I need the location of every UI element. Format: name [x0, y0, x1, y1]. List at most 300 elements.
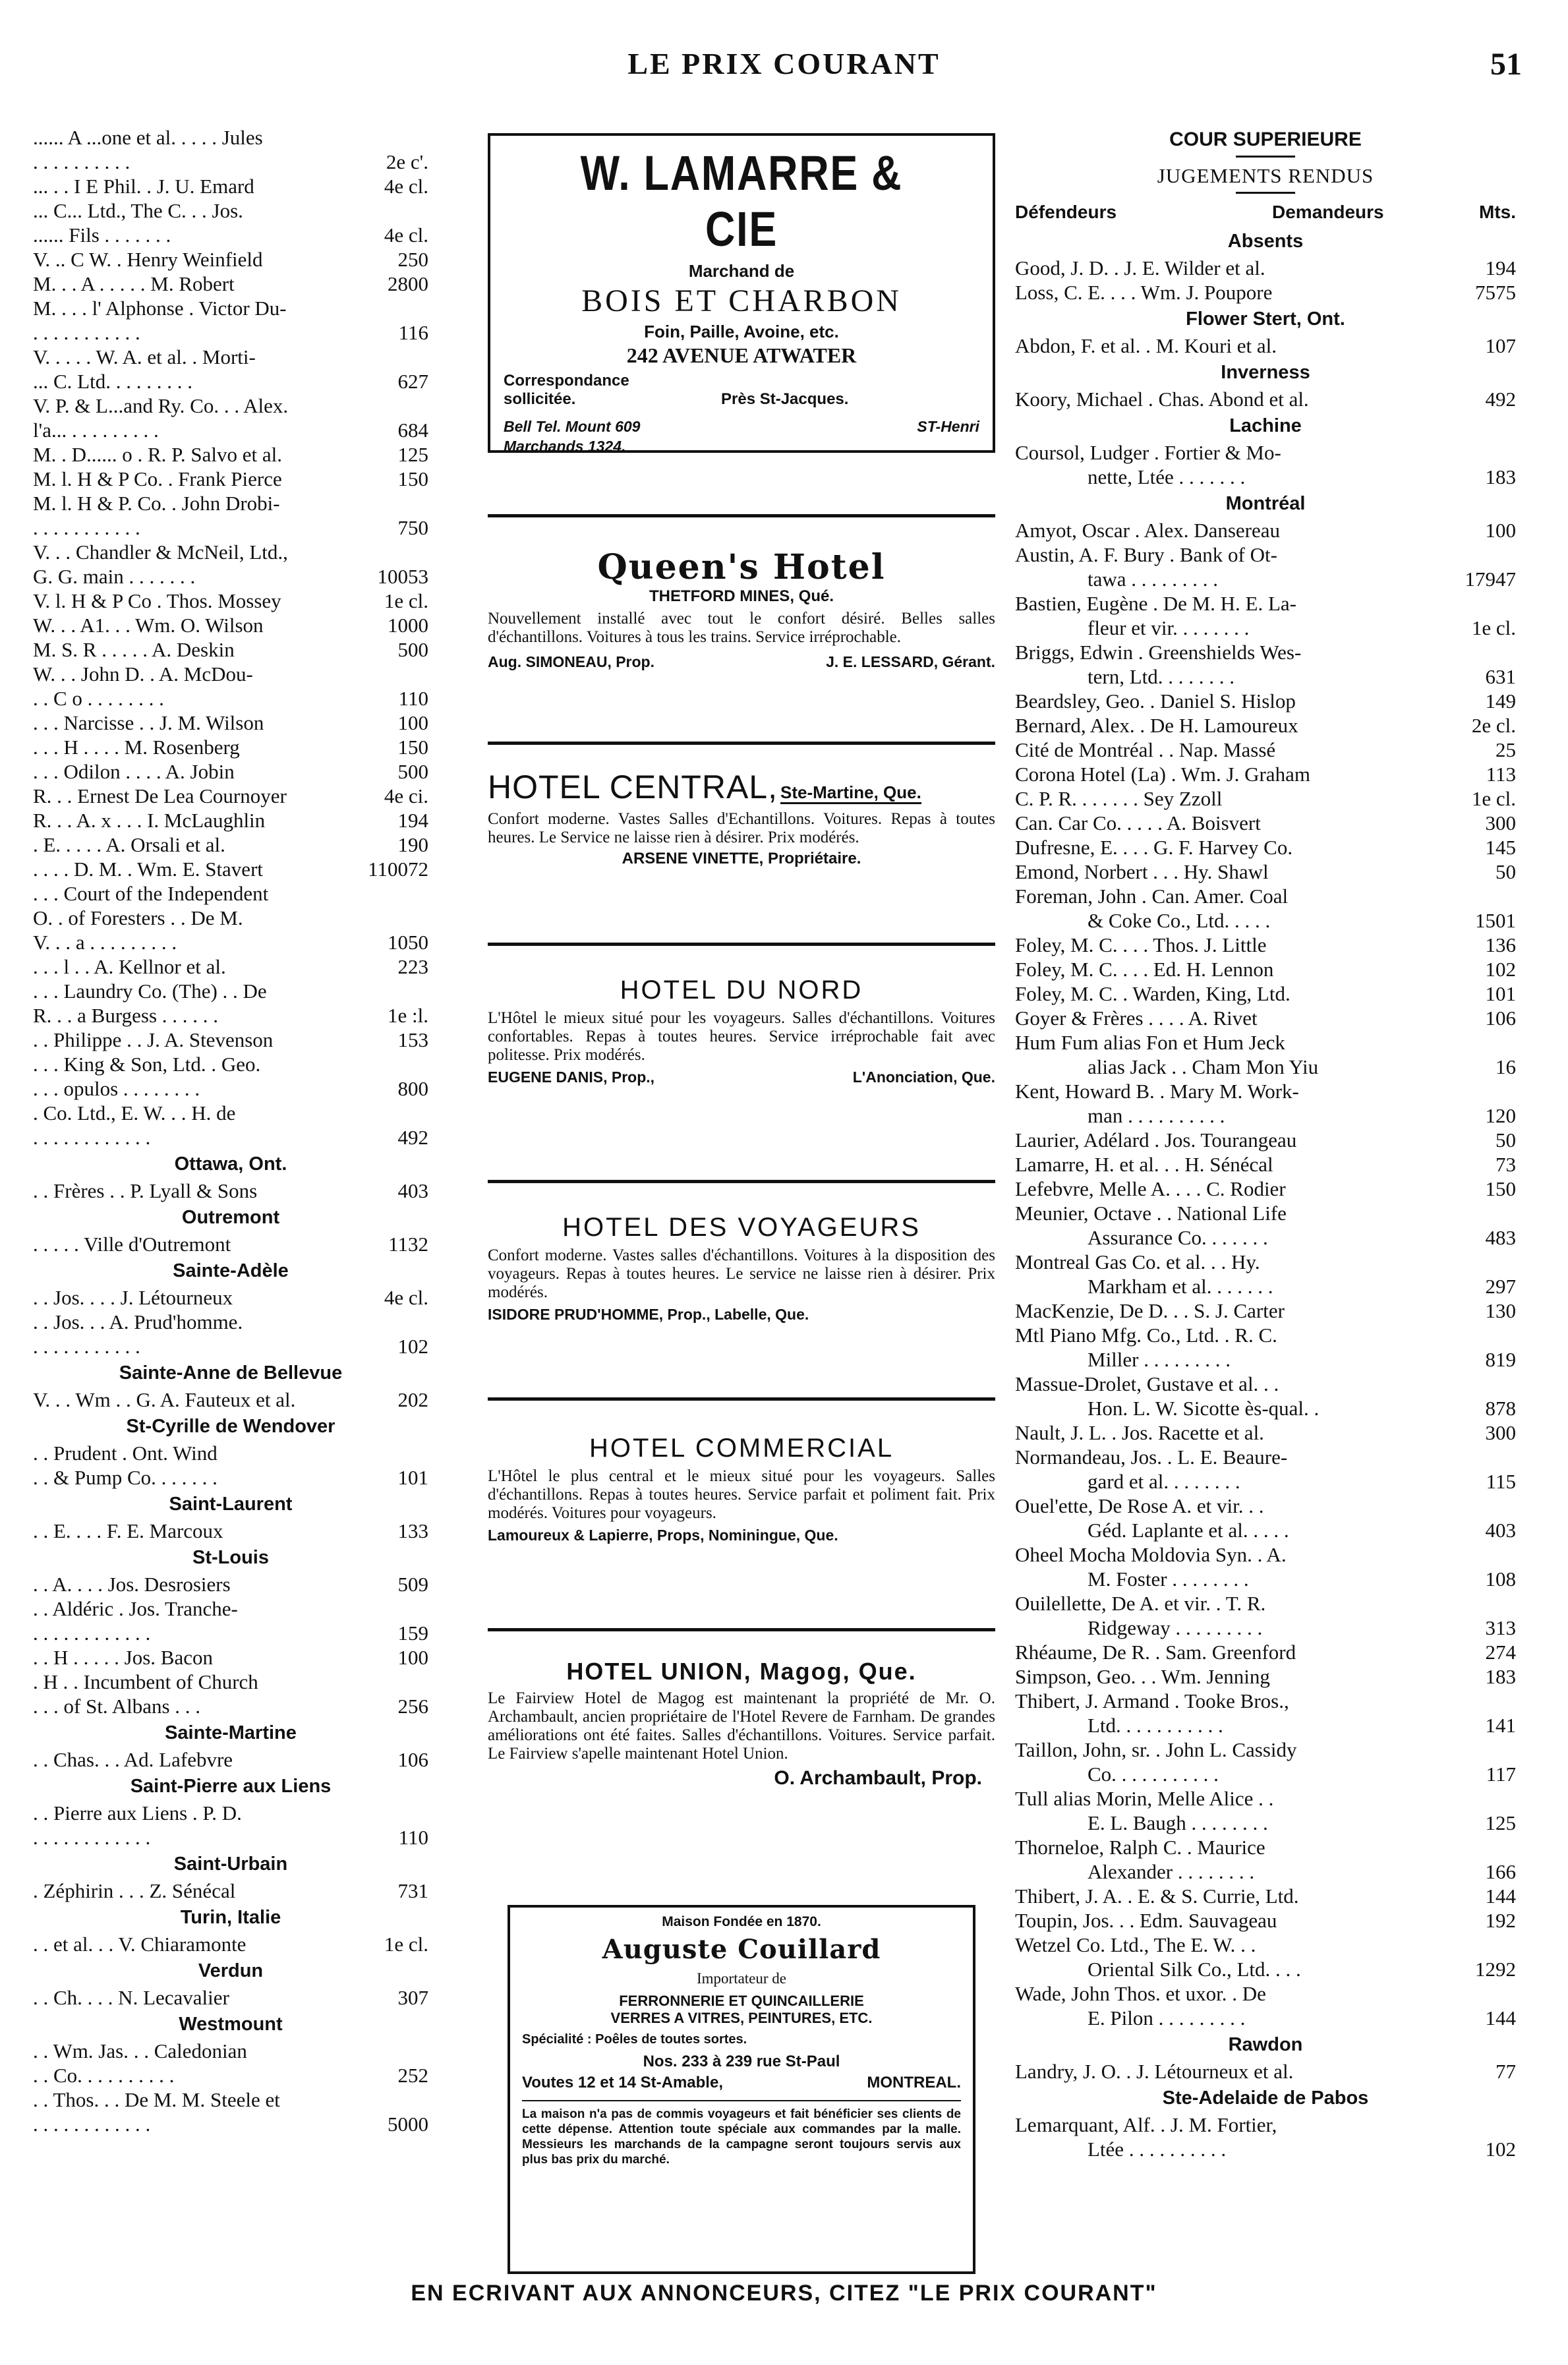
judgment-amount: 252: [397, 2064, 428, 2087]
judgment-text: tern, Ltd. . . . . . . .: [1088, 665, 1234, 688]
judgment-line: [33, 515, 428, 540]
judgment-amount: 7575: [1475, 281, 1516, 304]
judgment-line: [1015, 1786, 1516, 1811]
judgment-line: [1015, 2137, 1516, 2161]
judgment-text: Ltée . . . . . . . . . .: [1088, 2138, 1227, 2161]
judgment-amount: 133: [397, 1519, 428, 1542]
place-heading: Westmount: [179, 2014, 283, 2035]
judgment-line: [1015, 1494, 1516, 1518]
judgment-amount: 750: [397, 516, 428, 539]
judgment-text: tawa . . . . . . . . .: [1088, 568, 1219, 591]
judgment-amount: 223: [397, 955, 428, 978]
judgment-text: Corona Hotel (La) . Wm. J. Graham: [1015, 763, 1310, 786]
judgment-text: . . Co. . . . . . . . . .: [33, 2064, 175, 2087]
judgment-line: [33, 1670, 428, 1694]
judgment-line: [33, 150, 428, 174]
judgment-line: [33, 491, 428, 515]
judgment-text: . . Jos. . . A. Prud'homme.: [33, 1310, 243, 1333]
judgment-text: R. . . A. x . . . I. McLaughlin: [33, 809, 266, 832]
judgment-amount: 150: [1485, 1177, 1516, 1200]
judgment-line: [33, 247, 428, 272]
col-header-amounts: Mts.: [1479, 202, 1516, 222]
place-heading: Sainte-Adèle: [173, 1260, 289, 1281]
judgment-line: [1015, 1445, 1516, 1469]
ad-hotel-des-voyageurs: [488, 1213, 995, 1324]
ad-commercial-name: HOTEL COMMERCIAL: [589, 1434, 894, 1463]
judgment-text: Kent, Howard B. . Mary M. Work-: [1015, 1080, 1299, 1103]
ad-couillard-city: MONTREAL.: [867, 2074, 961, 2091]
judgment-text: Lefebvre, Melle A. . . . C. Rodier: [1015, 1177, 1286, 1200]
judgment-text: Hum Fum alias Fon et Hum Jeck: [1015, 1031, 1285, 1054]
ad-lamarre-tel1: Bell Tel. Mount 609: [504, 418, 641, 435]
judgment-line: [1015, 1908, 1516, 1933]
judgment-amount: 144: [1485, 1884, 1516, 1908]
judgment-text: R. . . a Burgess . . . . . .: [33, 1004, 219, 1027]
judgment-line: [1015, 1250, 1516, 1274]
judgment-line: [1015, 1469, 1516, 1494]
judgment-text: . . . . D. M. . Wm. E. Stavert: [33, 858, 264, 881]
judgment-amount: 492: [1485, 388, 1516, 411]
court-heading: COUR SUPERIEURE: [1169, 129, 1362, 150]
ad-lamarre: [488, 133, 995, 453]
judgment-text: . . Wm. Jas. . . Caledonian: [33, 2039, 247, 2062]
judgment-text: Laurier, Adélard . Jos. Tourangeau: [1015, 1128, 1297, 1152]
judgment-text: Alexander . . . . . . . .: [1088, 1860, 1255, 1883]
judgment-text: Oheel Mocha Moldovia Syn. . A.: [1015, 1543, 1287, 1566]
judgment-text: C. P. R. . . . . . . Sey Zzoll: [1015, 787, 1223, 810]
judgment-line: [1015, 640, 1516, 664]
judgment-text: . . . . . . . . . . .: [33, 1335, 140, 1358]
judgment-line: [1015, 616, 1516, 640]
divider: [488, 742, 995, 745]
heading-rule: [1236, 156, 1295, 158]
judgment-amount: 4e cl.: [384, 1286, 428, 1309]
judgment-text: . . Thos. . . De M. M. Steele et: [33, 2088, 280, 2111]
ad-queens-name: Queen's Hotel: [597, 547, 886, 587]
judgment-text: . E. . . . . A. Orsali et al.: [33, 833, 225, 856]
ad-lamarre-tel3: ST-Henri: [917, 418, 979, 435]
judgment-line: [33, 2088, 428, 2112]
judgment-line: [33, 442, 428, 467]
judgment-line: [33, 1179, 428, 1203]
judgment-line: [33, 1101, 428, 1125]
judgment-line: [1015, 1177, 1516, 1201]
judgment-text: Foley, M. C. . . . Ed. H. Lennon: [1015, 958, 1274, 981]
judgment-line: [1015, 1591, 1516, 1616]
judgment-text: E. L. Baugh . . . . . . . .: [1088, 1811, 1268, 1834]
judgment-amount: 107: [1485, 334, 1516, 357]
judgment-text: . . . Narcisse . . J. M. Wilson: [33, 711, 264, 734]
judgment-text: Nault, J. L. . Jos. Racette et al.: [1015, 1421, 1264, 1444]
judgment-text: M. l. H & P. Co. . John Drobi-: [33, 492, 280, 515]
judgment-amount: 16: [1495, 1055, 1516, 1078]
judgment-line: [1015, 981, 1516, 1006]
court-subheading: JUGEMENTS RENDUS: [1157, 164, 1374, 187]
judgment-amount: 297: [1485, 1275, 1516, 1298]
judgment-line: [33, 394, 428, 418]
judgment-amount: 403: [1485, 1519, 1516, 1542]
judgment-line: [33, 1572, 428, 1596]
judgment-amount: 1132: [388, 1233, 428, 1256]
ad-lamarre-corr2: sollicitée.: [504, 390, 576, 408]
place-heading: Ste-Adelaide de Pabos: [1162, 2088, 1369, 2109]
judgment-line: [33, 735, 428, 759]
ad-couillard-goods1: FERRONNERIE ET QUINCAILLERIE: [619, 1993, 864, 2009]
judgment-amount: 153: [397, 1028, 428, 1051]
right-column-superior-court: [1015, 125, 1516, 2161]
judgment-line: [33, 1285, 428, 1310]
place-heading: St-Cyrille de Wendover: [126, 1416, 335, 1437]
judgment-amount: 300: [1485, 811, 1516, 834]
judgment-text: . . Pierre aux Liens . P. D.: [33, 1801, 242, 1825]
judgment-text: V. . . Wm . . G. A. Fauteux et al.: [33, 1388, 296, 1411]
judgment-line: [1015, 280, 1516, 305]
judgment-text: Géd. Laplante et al. . . . .: [1088, 1519, 1289, 1542]
judgment-text: . . . . . . . . . . .: [33, 516, 140, 539]
judgment-line: [33, 1076, 428, 1101]
judgment-amount: 125: [1485, 1811, 1516, 1834]
left-column-judgments: [33, 125, 428, 2136]
judgment-text: ...... Fils . . . . . . .: [33, 223, 171, 247]
judgment-text: Landry, J. O. . J. Létourneux et al.: [1015, 2060, 1294, 2083]
judgment-text: Montreal Gas Co. et al. . . Hy.: [1015, 1250, 1260, 1273]
judgment-line: [1015, 1372, 1516, 1396]
judgment-text: Dufresne, E. . . . G. F. Harvey Co.: [1015, 836, 1293, 859]
judgment-text: . . . of St. Albans . . .: [33, 1695, 201, 1718]
judgment-amount: 110072: [368, 858, 428, 881]
ad-couillard-note: La maison n'a pas de commis voyageurs et fait bénéficier ses clients de cette dépense. Attention toute spéciale aux commandes par la malle. Messieurs les marchands de la campagne seront toujours servis aux plus bas prix du marché.: [522, 2107, 961, 2167]
judgment-text: Briggs, Edwin . Greenshields Wes-: [1015, 641, 1302, 664]
ad-couillard-rule: [522, 2100, 961, 2101]
judgment-line: [1015, 1957, 1516, 1981]
place-heading: Lachine: [1229, 415, 1302, 436]
judgment-text: . . . H . . . . M. Rosenberg: [33, 736, 240, 759]
judgment-line: [33, 540, 428, 564]
judgment-line: [33, 637, 428, 662]
judgment-line: [1015, 1055, 1516, 1079]
judgment-amount: 5000: [388, 2113, 428, 2136]
judgment-line: [33, 564, 428, 589]
judgment-line: [33, 1985, 428, 2010]
judgment-line: [1015, 1616, 1516, 1640]
judgment-line: [33, 1825, 428, 1850]
judgment-line: [33, 1387, 428, 1412]
judgment-line: [33, 832, 428, 857]
judgment-line: [33, 711, 428, 735]
judgment-amount: 1e cl.: [1471, 787, 1516, 810]
ad-lamarre-corr-row: [504, 390, 979, 410]
judgment-amount: 403: [397, 1179, 428, 1202]
judgment-text: Foreman, John . Can. Amer. Coal: [1015, 885, 1289, 908]
judgment-amount: 4e cl.: [384, 223, 428, 247]
judgment-line: [1015, 860, 1516, 884]
judgment-text: R. . . Ernest De Lea Cournoyer: [33, 784, 287, 807]
judgment-line: [33, 1232, 428, 1256]
judgment-text: Toupin, Jos. . . Edm. Sauvageau: [1015, 1909, 1277, 1932]
judgment-amount: 102: [1485, 2138, 1516, 2161]
judgment-line: [33, 930, 428, 954]
judgment-text: Ouilellette, De A. et vir. . T. R.: [1015, 1592, 1266, 1615]
judgment-text: . . . l . . A. Kellnor et al.: [33, 955, 226, 978]
ad-lamarre-address: 242 AVENUE ATWATER: [626, 343, 857, 367]
judgment-text: l'a... . . . . . . . . .: [33, 419, 159, 442]
judgment-amount: 159: [397, 1621, 428, 1645]
place-heading: Turin, Italie: [180, 1907, 281, 1928]
judgment-amount: 492: [397, 1126, 428, 1149]
judgment-line: [1015, 1274, 1516, 1299]
place-heading: Absents: [1227, 231, 1304, 252]
ad-lamarre-goods: BOIS ET CHARBON: [581, 283, 902, 318]
judgment-text: Austin, A. F. Bury . Bank of Ot-: [1015, 543, 1277, 566]
judgment-amount: 307: [397, 1986, 428, 2009]
judgment-line: [33, 1125, 428, 1150]
judgment-line: [33, 857, 428, 881]
judgment-text: Koory, Michael . Chas. Abond et al.: [1015, 388, 1309, 411]
ad-couillard-addr2: Voutes 12 et 14 St-Amable,: [522, 2074, 723, 2091]
judgment-amount: 141: [1485, 1714, 1516, 1737]
judgment-text: O. . of Foresters . . De M.: [33, 906, 243, 929]
judgment-line: [33, 174, 428, 198]
judgment-amount: 190: [397, 833, 428, 856]
judgment-text: Abdon, F. et al. . M. Kouri et al.: [1015, 334, 1277, 357]
judgment-amount: 300: [1485, 1421, 1516, 1444]
judgment-amount: 102: [397, 1335, 428, 1358]
judgment-amount: 194: [397, 809, 428, 832]
judgment-text: & Coke Co., Ltd. . . . .: [1088, 909, 1271, 932]
judgment-text: . . H . . . . . Jos. Bacon: [33, 1646, 213, 1669]
judgment-line: [33, 1003, 428, 1028]
ad-queens-signature: [488, 652, 995, 672]
judgment-line: [1015, 1762, 1516, 1786]
judgment-amount: 17947: [1465, 568, 1516, 591]
judgment-amount: 250: [397, 248, 428, 271]
judgment-line: [33, 2112, 428, 2136]
judgment-text: . . . . . Ville d'Outremont: [33, 1233, 231, 1256]
judgment-text: . . Chas. . . Ad. Lafebvre: [33, 1748, 233, 1771]
place-heading: Verdun: [198, 1960, 264, 1981]
judgment-line: [1015, 1225, 1516, 1250]
judgment-text: Foley, M. C. . . . Thos. J. Little: [1015, 933, 1267, 956]
judgment-line: [33, 1932, 428, 1956]
judgment-text: . . . . . . . . . . . .: [33, 1126, 151, 1149]
judgment-text: Co. . . . . . . . . . .: [1088, 1763, 1219, 1786]
judgment-line: [1015, 1420, 1516, 1445]
judgment-amount: 106: [397, 1748, 428, 1771]
ad-hotel-union: [488, 1658, 995, 1790]
judgment-line: [33, 320, 428, 345]
judgment-text: V. . . a . . . . . . . . .: [33, 931, 177, 954]
judgment-line: [33, 272, 428, 296]
ad-couillard-founded: Maison Fondée en 1870.: [662, 1914, 821, 1929]
ad-central-heading: [488, 768, 995, 806]
ad-union-name: HOTEL UNION, Magog, Que.: [566, 1658, 917, 1685]
judgment-amount: 50: [1495, 860, 1516, 883]
judgment-line: [33, 1310, 428, 1334]
judgment-line: [1015, 387, 1516, 411]
judgment-text: Foley, M. C. . Warden, King, Ltd.: [1015, 982, 1291, 1005]
judgment-amount: 116: [398, 321, 428, 344]
judgment-text: Oriental Silk Co., Ltd. . . .: [1088, 1958, 1301, 1981]
judgment-line: [33, 1645, 428, 1670]
judgment-amount: 166: [1485, 1860, 1516, 1883]
ad-lamarre-extras: Foin, Paille, Avoine, etc.: [644, 322, 839, 341]
judgment-amount: 627: [397, 370, 428, 393]
judgment-text: . . . . . . . . . . . .: [33, 1621, 151, 1645]
judgment-amount: 631: [1485, 665, 1516, 688]
judgment-text: . . . Odilon . . . . A. Jobin: [33, 760, 235, 783]
judgment-text: W. . . A1. . . Wm. O. Wilson: [33, 614, 264, 637]
judgment-line: [1015, 256, 1516, 280]
judgment-amount: 125: [397, 443, 428, 466]
judgment-line: [1015, 1664, 1516, 1689]
judgment-line: [1015, 786, 1516, 811]
judgment-line: [33, 979, 428, 1003]
judgment-line: [33, 1694, 428, 1718]
ad-nord-town: L'Anonciation, Que.: [852, 1068, 995, 1086]
judgment-line: [1015, 689, 1516, 713]
judgment-line: [1015, 1079, 1516, 1103]
judgment-text: Loss, C. E. . . . Wm. J. Poupore: [1015, 281, 1273, 304]
judgment-text: ...... A ...one et al. . . . . Jules: [33, 126, 263, 149]
judgment-text: . Zéphirin . . . Z. Sénécal: [33, 1879, 236, 1902]
judgment-line: [1015, 1542, 1516, 1567]
judgment-amount: 2e cl.: [1471, 714, 1516, 737]
judgment-line: [1015, 518, 1516, 542]
judgment-amount: 150: [397, 736, 428, 759]
judgment-text: Normandeau, Jos. . L. E. Beaure-: [1015, 1445, 1288, 1469]
page-header: [0, 46, 1568, 99]
judgment-line: [1015, 2113, 1516, 2137]
judgment-amount: 313: [1485, 1616, 1516, 1639]
judgment-amount: 4e cl.: [384, 175, 428, 198]
judgment-line: [1015, 762, 1516, 786]
judgment-line: [1015, 713, 1516, 738]
judgment-text: . . E. . . . F. E. Marcoux: [33, 1519, 223, 1542]
judgment-text: Simpson, Geo. . . Wm. Jenning: [1015, 1665, 1270, 1688]
judgment-line: [1015, 933, 1516, 957]
judgment-text: G. G. main . . . . . . .: [33, 565, 196, 588]
ad-voyageurs-desc: Confort moderne. Vastes salles d'échantillons. Voitures à la disposition des voyageurs. Repas à toutes heures. Le service ne laisse rien à désirer. Prix modérés.: [488, 1246, 995, 1301]
judgment-line: [33, 418, 428, 442]
judgment-line: [33, 467, 428, 491]
judgment-amount: 100: [397, 1646, 428, 1669]
judgment-text: . . & Pump Co. . . . . . .: [33, 1466, 218, 1489]
judgment-text: M. S. R . . . . . A. Deskin: [33, 638, 235, 661]
judgment-text: Wade, John Thos. et uxor. . De: [1015, 1982, 1266, 2005]
judgment-text: . . Philippe . . J. A. Stevenson: [33, 1028, 274, 1051]
ad-hotel-du-nord: [488, 976, 995, 1087]
judgment-text: Lemarquant, Alf. . J. M. Fortier,: [1015, 2113, 1277, 2136]
judgment-text: ... C. Ltd. . . . . . . . .: [33, 370, 192, 393]
ad-nord-signature: [488, 1067, 995, 1087]
judgment-amount: 150: [397, 467, 428, 490]
ad-voyageurs-name: HOTEL DES VOYAGEURS: [562, 1213, 921, 1242]
judgment-line: [1015, 1835, 1516, 1859]
judgment-line: [1015, 1811, 1516, 1835]
ad-central-town: Ste-Martine, Que.: [780, 782, 921, 804]
judgment-amount: 1000: [388, 614, 428, 637]
judgment-text: man . . . . . . . . . .: [1088, 1104, 1225, 1127]
judgment-text: . . . . . . . . . . . .: [33, 1826, 151, 1849]
judgment-text: alias Jack . . Cham Mon Yiu: [1088, 1055, 1319, 1078]
judgment-line: [33, 613, 428, 637]
judgment-amount: 1e cl.: [384, 1933, 428, 1956]
judgment-text: Goyer & Frères . . . . A. Rivet: [1015, 1007, 1258, 1030]
divider: [488, 1397, 995, 1401]
ad-couillard-special: Spécialité : Poêles de toutes sortes.: [522, 2032, 747, 2047]
judgment-line: [1015, 1030, 1516, 1055]
judgment-text: Taillon, John, sr. . John L. Cassidy: [1015, 1738, 1297, 1761]
judgment-amount: 100: [397, 711, 428, 734]
place-heading: Saint-Urbain: [173, 1854, 288, 1875]
judgment-text: Tull alias Morin, Melle Alice . .: [1015, 1787, 1274, 1810]
judgment-text: . . . . . . . . . . . .: [33, 2113, 151, 2136]
judgment-line: [33, 1334, 428, 1358]
judgment-amount: 77: [1495, 2060, 1516, 2083]
judgment-amount: 2800: [388, 272, 428, 295]
judgment-text: Thibert, J. Armand . Tooke Bros.,: [1015, 1689, 1289, 1712]
judgment-amount: 194: [1485, 256, 1516, 279]
judgment-text: Rhéaume, De R. . Sam. Greenford: [1015, 1641, 1296, 1664]
judgment-line: [1015, 1859, 1516, 1884]
place-heading: Inverness: [1221, 362, 1310, 383]
judgment-amount: 800: [397, 1077, 428, 1100]
judgment-text: V. .. C W. . Henry Weinfield: [33, 248, 263, 271]
ad-couillard-addr-row: [522, 2074, 961, 2096]
judgment-text: W. . . John D. . A. McDou-: [33, 662, 253, 686]
judgment-amount: 149: [1485, 689, 1516, 713]
judgment-line: [1015, 1567, 1516, 1591]
judgment-amount: 130: [1485, 1299, 1516, 1322]
judgment-line: [33, 686, 428, 711]
judgment-text: . . Jos. . . . J. Létourneux: [33, 1286, 233, 1309]
judgment-amount: 144: [1485, 2006, 1516, 2029]
judgment-list: [1015, 227, 1516, 2161]
judgment-amount: 136: [1485, 933, 1516, 956]
ad-union-desc: Le Fairview Hotel de Magog est maintenant la propriété de Mr. O. Archambault, ancien propriétaire de l'Hotel Revere de Farnham. De grandes améliorations ont été faites. Salles d'échantillons. Voitures. Service parfait. Le Fairview s'apelle maintenant Hotel Union.: [488, 1689, 995, 1763]
place-heading: Saint-Pierre aux Liens: [130, 1776, 332, 1797]
judgment-line: [33, 1441, 428, 1465]
judgment-text: . . Prudent . Ont. Wind: [33, 1442, 218, 1465]
judgment-text: gard et al. . . . . . . .: [1088, 1470, 1240, 1493]
judgment-amount: 110: [398, 1826, 428, 1849]
page-number: 51: [1490, 47, 1522, 82]
judgment-text: Assurance Co. . . . . . .: [1088, 1226, 1268, 1249]
judgment-amount: 1e cl.: [384, 589, 428, 612]
judgment-amount: 101: [1485, 982, 1516, 1005]
judgment-line: [1015, 1933, 1516, 1957]
judgment-line: [33, 589, 428, 613]
judgment-line: [33, 759, 428, 784]
judgment-amount: 106: [1485, 1007, 1516, 1030]
divider: [488, 514, 995, 517]
judgment-amount: 274: [1485, 1641, 1516, 1664]
judgment-text: Good, J. D. . J. E. Wilder et al.: [1015, 256, 1265, 279]
judgment-amount: 100: [1485, 519, 1516, 542]
judgment-line: [1015, 440, 1516, 465]
judgment-text: Wetzel Co. Ltd., The E. W. . .: [1015, 1933, 1256, 1956]
judgment-text: . . Ch. . . . N. Lecavalier: [33, 1986, 229, 2009]
judgment-line: [1015, 1201, 1516, 1225]
judgment-line: [1015, 542, 1516, 567]
ad-commercial-desc: L'Hôtel le plus central et le mieux situé pour les voyageurs. Salles d'échantillons. Repas à toutes heures. Service parfait et poliment fait. Prix modérés. Voitures pour voyageurs.: [488, 1467, 995, 1522]
judgment-line: [1015, 835, 1516, 860]
judgment-text: Coursol, Ludger . Fortier & Mo-: [1015, 441, 1281, 464]
judgment-text: V. . . Chandler & McNeil, Ltd.,: [33, 540, 288, 564]
place-heading: Flower Stert, Ont.: [1186, 308, 1345, 330]
judgment-line: [33, 1596, 428, 1621]
judgment-line: [33, 345, 428, 369]
